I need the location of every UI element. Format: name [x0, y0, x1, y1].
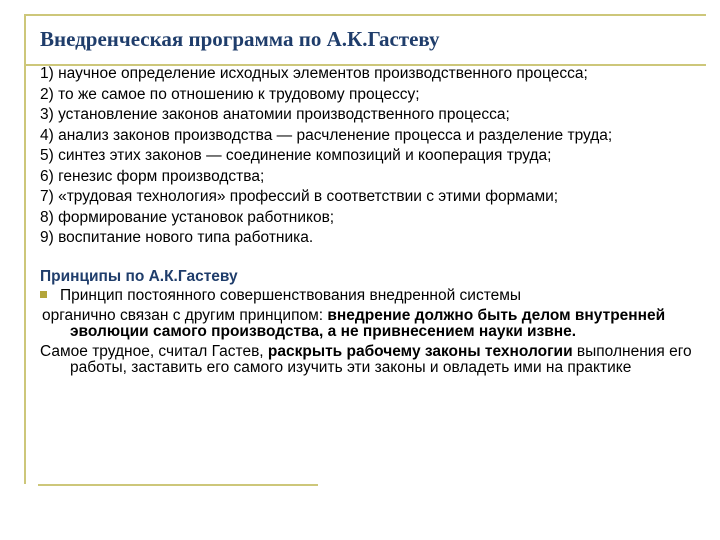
list-item: 6) генезис форм производства;	[40, 167, 265, 185]
list-item: 8) формирование установок работников;	[40, 208, 335, 226]
continuation-plain-text: органично связан с другим принципом:	[42, 306, 328, 324]
last-bold-text: раскрыть рабочему законы технологии	[267, 342, 573, 360]
square-bullet-icon	[40, 291, 47, 298]
list-item: 1) научное определение исходных элементов производственного процесса;	[40, 65, 588, 82]
list-item: 4) анализ законов производства — расчленение процесса и разделение труда;	[40, 126, 613, 144]
frame-left-line	[24, 14, 26, 484]
principle-bullet-text: Принцип постоянного совершенствования внедренной системы	[60, 287, 522, 304]
program-list	[40, 66, 704, 247]
principle-last-paragraph	[40, 344, 704, 377]
list-item: 5) синтез этих законов — соединение композиций и кооперация труда;	[40, 147, 552, 164]
list-item: 3) установление законов анатомии производственного процесса;	[40, 106, 510, 123]
principle-bullet-item	[40, 288, 704, 305]
frame-top-line	[24, 14, 706, 16]
slide-content	[40, 66, 704, 380]
principle-continuation	[40, 308, 704, 341]
last-plain-start: Самое трудное, считал Гастев,	[40, 342, 268, 360]
principles-section	[40, 269, 704, 377]
continuation-bold-text: внедрение должно быть делом внутренней эволюции самого производства, а не привнесением науки извне.	[70, 306, 666, 340]
last-plain-end: выполнения его работы, заставить его самого изучить эти законы и овладеть ими на практике	[70, 342, 692, 376]
list-item: 7) «трудовая технология» профессий в соответствии с этими формами;	[40, 188, 559, 205]
principles-heading: Принципы по А.К.Гастеву	[40, 267, 238, 285]
list-item: 9) воспитание нового типа работника.	[40, 229, 314, 246]
frame-bottom-line	[38, 484, 318, 486]
slide-title: Внедренческая программа по А.К.Гастеву	[40, 27, 440, 51]
list-item: 2) то же самое по отношению к трудовому процессу;	[40, 85, 420, 103]
